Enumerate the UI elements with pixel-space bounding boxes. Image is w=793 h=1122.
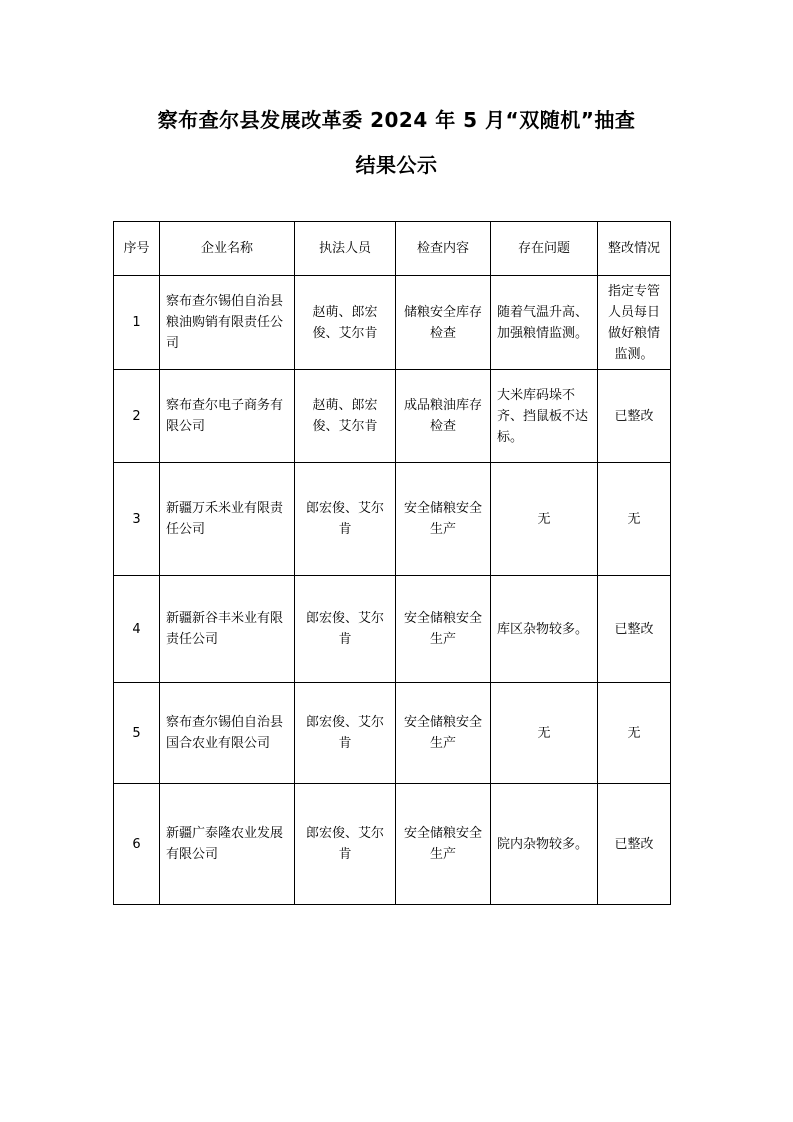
cell-officers: 郎宏俊、艾尔肯 — [295, 463, 396, 576]
cell-company: 察布查尔锡伯自治县粮油购销有限责任公司 — [160, 276, 295, 370]
table-row — [114, 784, 671, 905]
cell-no: 5 — [114, 683, 160, 784]
cell-company: 新疆新谷丰米业有限责任公司 — [160, 576, 295, 683]
table-header-row — [114, 222, 671, 276]
cell-rectify: 无 — [598, 463, 671, 576]
cell-content: 安全储粮安全生产 — [396, 576, 491, 683]
cell-content: 安全储粮安全生产 — [396, 683, 491, 784]
cell-no: 4 — [114, 576, 160, 683]
header-rectify: 整改情况 — [598, 222, 671, 276]
cell-content: 安全储粮安全生产 — [396, 784, 491, 905]
header-content: 检查内容 — [396, 222, 491, 276]
cell-issue: 无 — [491, 463, 598, 576]
cell-rectify: 已整改 — [598, 370, 671, 463]
cell-company: 察布查尔锡伯自治县国合农业有限公司 — [160, 683, 295, 784]
document-title-line2: 结果公示 — [355, 153, 438, 177]
cell-issue: 随着气温升高、加强粮情监测。 — [491, 276, 598, 370]
cell-no: 3 — [114, 463, 160, 576]
cell-officers: 郎宏俊、艾尔肯 — [295, 576, 396, 683]
cell-issue: 库区杂物较多。 — [491, 576, 598, 683]
table-row — [114, 683, 671, 784]
cell-rectify: 指定专管人员每日做好粮情监测。 — [598, 276, 671, 370]
cell-issue: 院内杂物较多。 — [491, 784, 598, 905]
cell-officers: 赵萌、郎宏俊、艾尔肯 — [295, 370, 396, 463]
table-row — [114, 370, 671, 463]
table-row — [114, 463, 671, 576]
cell-rectify: 无 — [598, 683, 671, 784]
header-issue: 存在问题 — [491, 222, 598, 276]
header-company: 企业名称 — [160, 222, 295, 276]
cell-content: 储粮安全库存检查 — [396, 276, 491, 370]
cell-no: 6 — [114, 784, 160, 905]
cell-company: 新疆万禾米业有限责任公司 — [160, 463, 295, 576]
inspection-results-table — [113, 221, 671, 905]
cell-content: 成品粮油库存检查 — [396, 370, 491, 463]
cell-officers: 郎宏俊、艾尔肯 — [295, 683, 396, 784]
cell-officers: 赵萌、郎宏俊、艾尔肯 — [295, 276, 396, 370]
table-row — [114, 576, 671, 683]
document-title-line1: 察布查尔县发展改革委 2024 年 5 月“双随机”抽查 — [157, 108, 636, 132]
cell-issue: 无 — [491, 683, 598, 784]
header-no: 序号 — [114, 222, 160, 276]
cell-issue: 大米库码垛不齐、挡鼠板不达标。 — [491, 370, 598, 463]
cell-officers: 郎宏俊、艾尔肯 — [295, 784, 396, 905]
cell-rectify: 已整改 — [598, 576, 671, 683]
cell-rectify: 已整改 — [598, 784, 671, 905]
header-officers: 执法人员 — [295, 222, 396, 276]
cell-content: 安全储粮安全生产 — [396, 463, 491, 576]
cell-no: 2 — [114, 370, 160, 463]
table-row — [114, 276, 671, 370]
cell-company: 察布查尔电子商务有限公司 — [160, 370, 295, 463]
cell-no: 1 — [114, 276, 160, 370]
cell-company: 新疆广泰隆农业发展有限公司 — [160, 784, 295, 905]
